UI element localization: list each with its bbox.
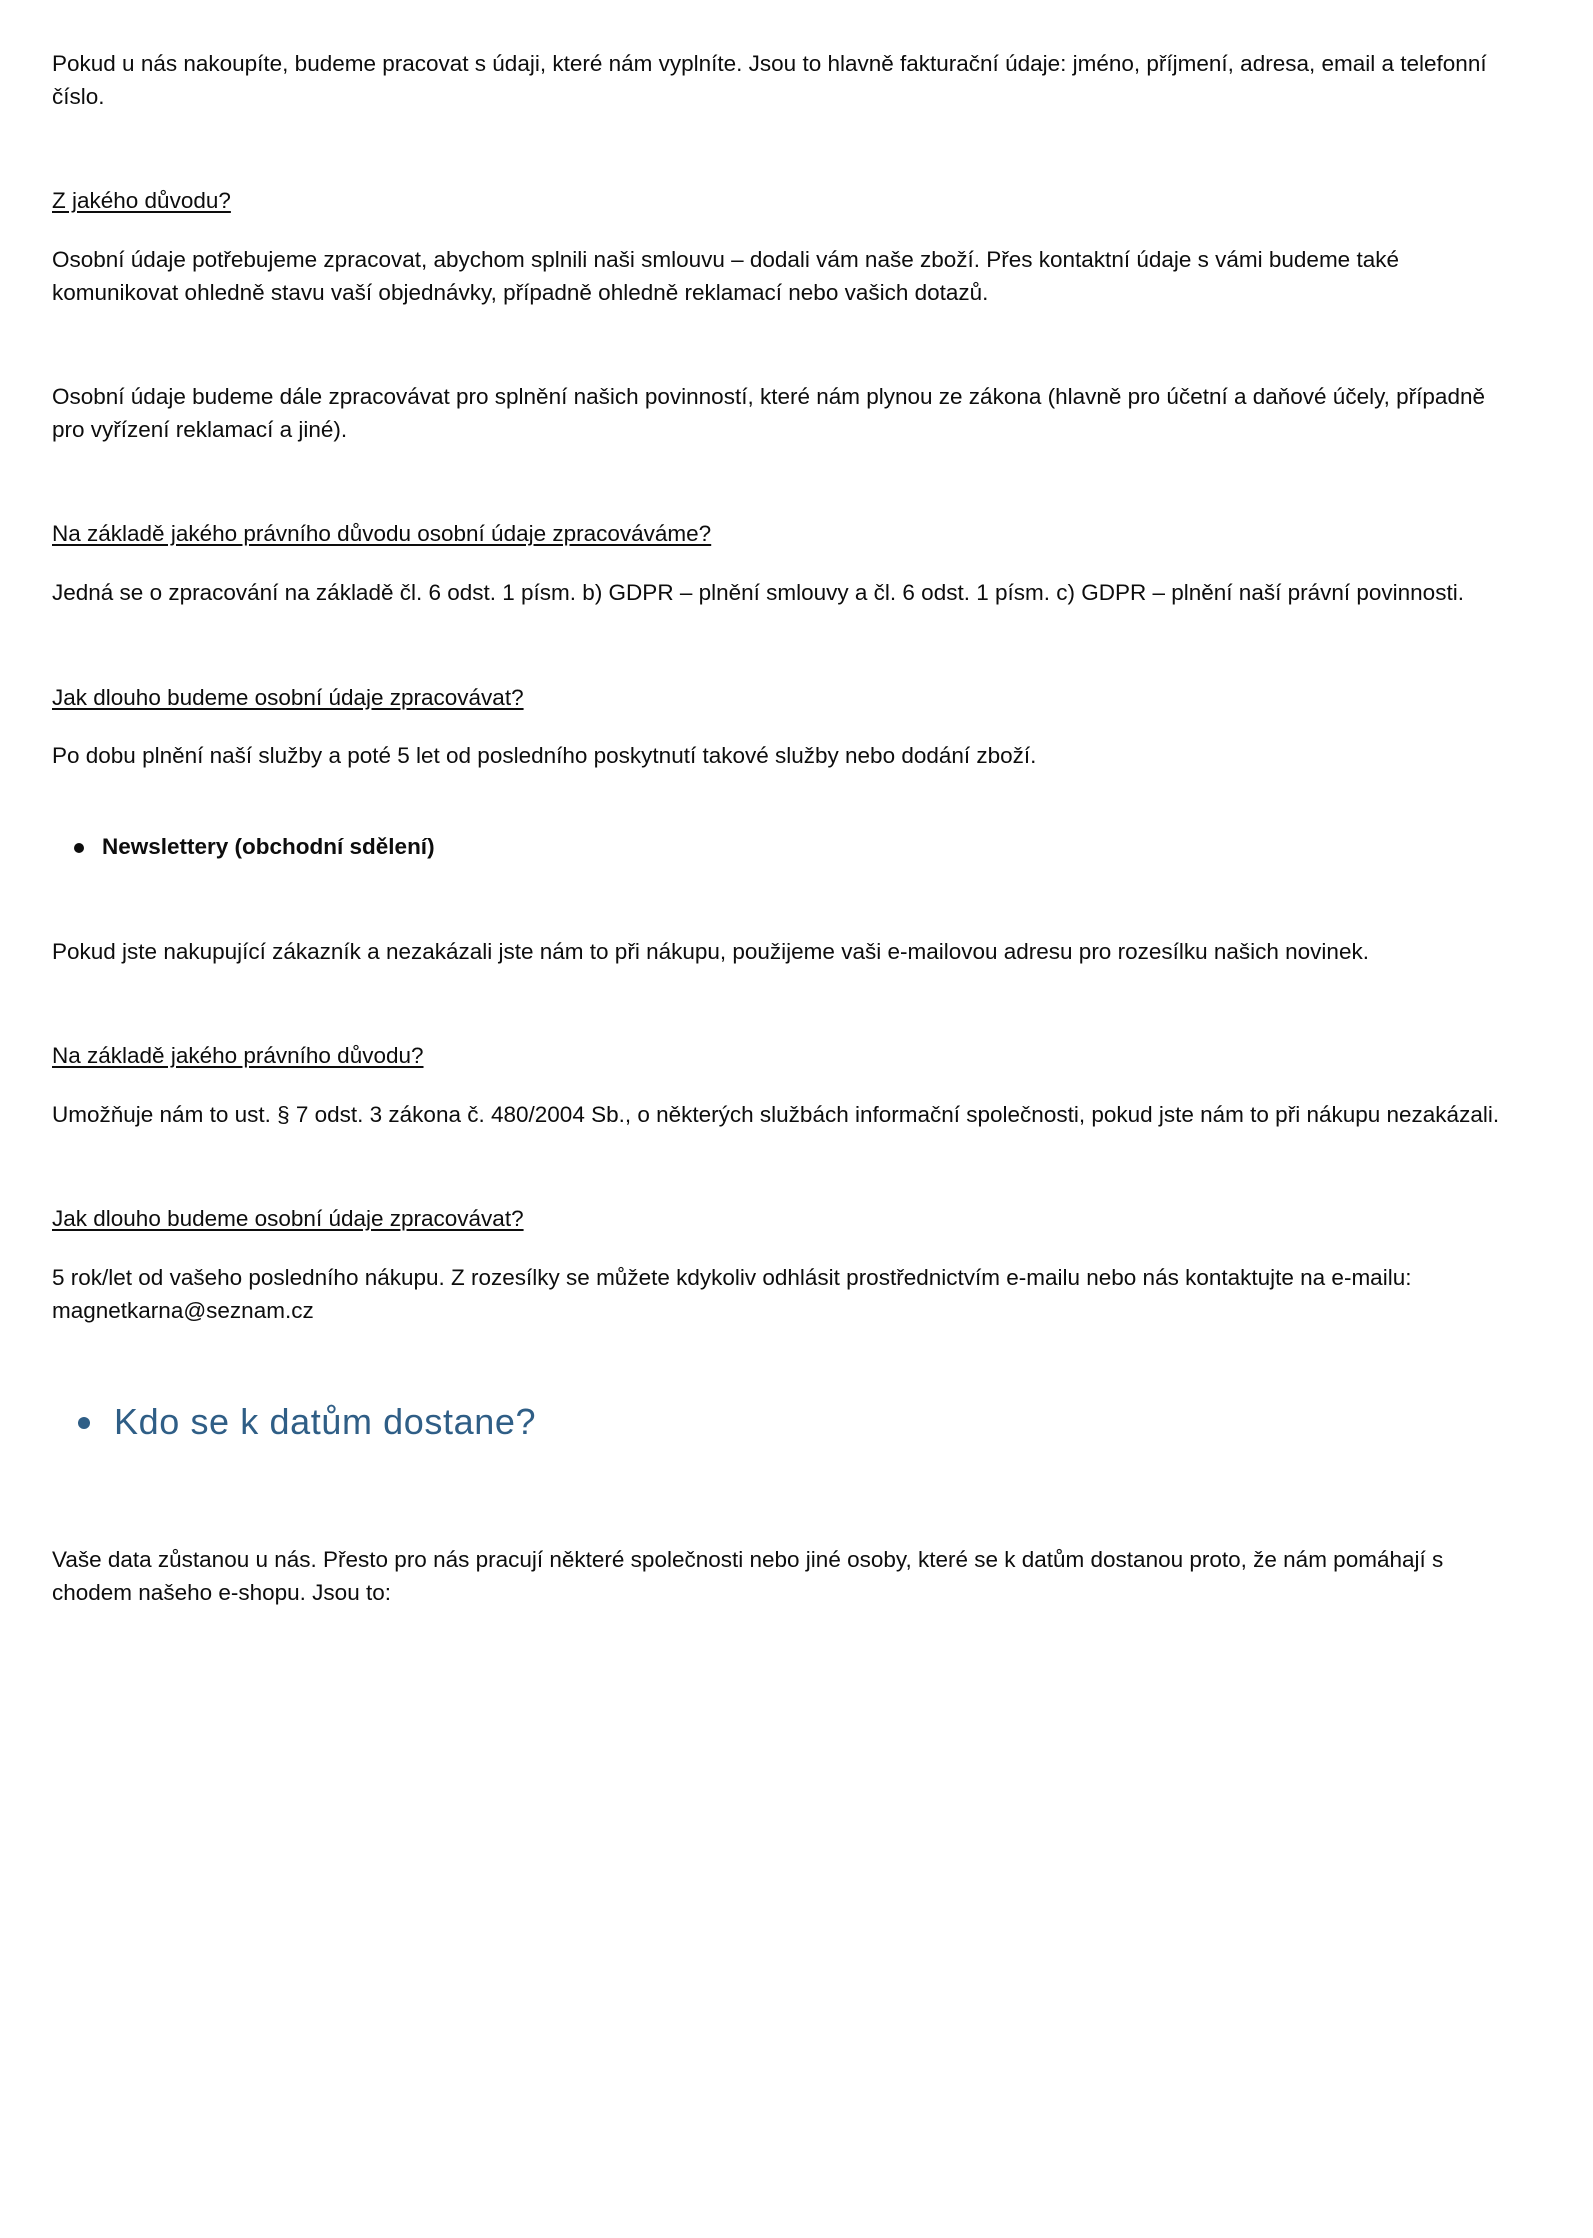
spacer	[52, 714, 1525, 740]
spacer	[52, 1327, 1525, 1399]
spacer	[52, 1236, 1525, 1262]
bullet-dot-icon	[74, 843, 84, 853]
newsletter-legal-heading: Na základě jakého právního důvodu?	[52, 1043, 424, 1069]
newsletter-paragraph: Pokud jste nakupující zákazník a nezakázali jste nám to při nákupu, použijeme vaši e-mailovou adresu pro rozesílku našich novinek.	[52, 938, 1369, 964]
spacer	[52, 1446, 1525, 1518]
retention-paragraph-1: Po dobu plnění naší služby a poté 5 let od posledního poskytnutí takové služby nebo dodání zboží.	[52, 743, 1037, 769]
retention-heading-1: Jak dlouho budeme osobní údaje zpracovávat?	[52, 684, 524, 710]
reason-paragraph-1: Osobní údaje potřebujeme zpracovat, abychom splnili naši smlouvu – dodali vám naše zboží. Přes kontaktní údaje s vámi budeme také komunikovat ohledně stavu vaší objednávky, případně ohledně reklamací nebo vašich dotazů.	[52, 246, 1399, 305]
spacer	[52, 1073, 1525, 1099]
spacer	[52, 864, 1525, 936]
spacer	[52, 1518, 1525, 1544]
spacer	[52, 446, 1525, 518]
spacer	[52, 610, 1525, 682]
newsletter-bullet-label: Newslettery (obchodní sdělení)	[102, 833, 435, 859]
spacer	[52, 1131, 1525, 1203]
legal-basis-paragraph: Jedná se o zpracování na základě čl. 6 odst. 1 písm. b) GDPR – plnění smlouvy a čl. 6 odst. 1 písm. c) GDPR – plnění naší právní povinnosti.	[52, 580, 1464, 605]
legal-basis-heading: Na základě jakého právního důvodu osobní údaje zpracováváme?	[52, 521, 712, 547]
intro-paragraph: Pokud u nás nakoupíte, budeme pracovat s údaji, které nám vyplníte. Jsou to hlavně fakturační údaje: jméno, příjmení, adresa, email a telefonní číslo.	[52, 51, 1487, 109]
spacer	[52, 218, 1525, 244]
spacer	[52, 551, 1525, 577]
list-item	[52, 831, 1525, 864]
list-item	[52, 1399, 1525, 1446]
spacer	[52, 968, 1525, 1040]
spacer	[52, 309, 1525, 381]
spacer	[52, 773, 1525, 831]
spacer	[52, 113, 1525, 185]
section-heading-list	[52, 1399, 1525, 1446]
reason-paragraph-2: Osobní údaje budeme dále zpracovávat pro splnění našich povinností, které nám plynou ze zákona (hlavně pro účetní a daňové účely, případně pro vyřízení reklamací a jiné).	[52, 384, 1485, 442]
newsletter-bullet-list	[52, 831, 1525, 864]
closing-paragraph: Vaše data zůstanou u nás. Přesto pro nás pracují některé společnosti nebo jiné osoby, které se k datům dostanou proto, že nám pomáhají s chodem našeho e-shopu. Jsou to:	[52, 1547, 1444, 1605]
retention-paragraph-2: 5 rok/let od vašeho posledního nákupu. Z rozesílky se můžete kdykoliv odhlásit prostřednictvím e-mailu nebo nás kontaktujte na e-mailu: magnetkarna@seznam.cz	[52, 1265, 1412, 1323]
newsletter-legal-paragraph: Umožňuje nám to ust. § 7 odst. 3 zákona č. 480/2004 Sb., o některých službách informační společnosti, pokud jste nám to při nákupu nezakázali.	[52, 1101, 1500, 1127]
section-heading: Kdo se k datům dostane?	[114, 1401, 537, 1443]
reason-heading: Z jakého důvodu?	[52, 188, 231, 214]
retention-heading-2: Jak dlouho budeme osobní údaje zpracovávat?	[52, 1206, 524, 1232]
bullet-dot-icon	[78, 1417, 90, 1429]
